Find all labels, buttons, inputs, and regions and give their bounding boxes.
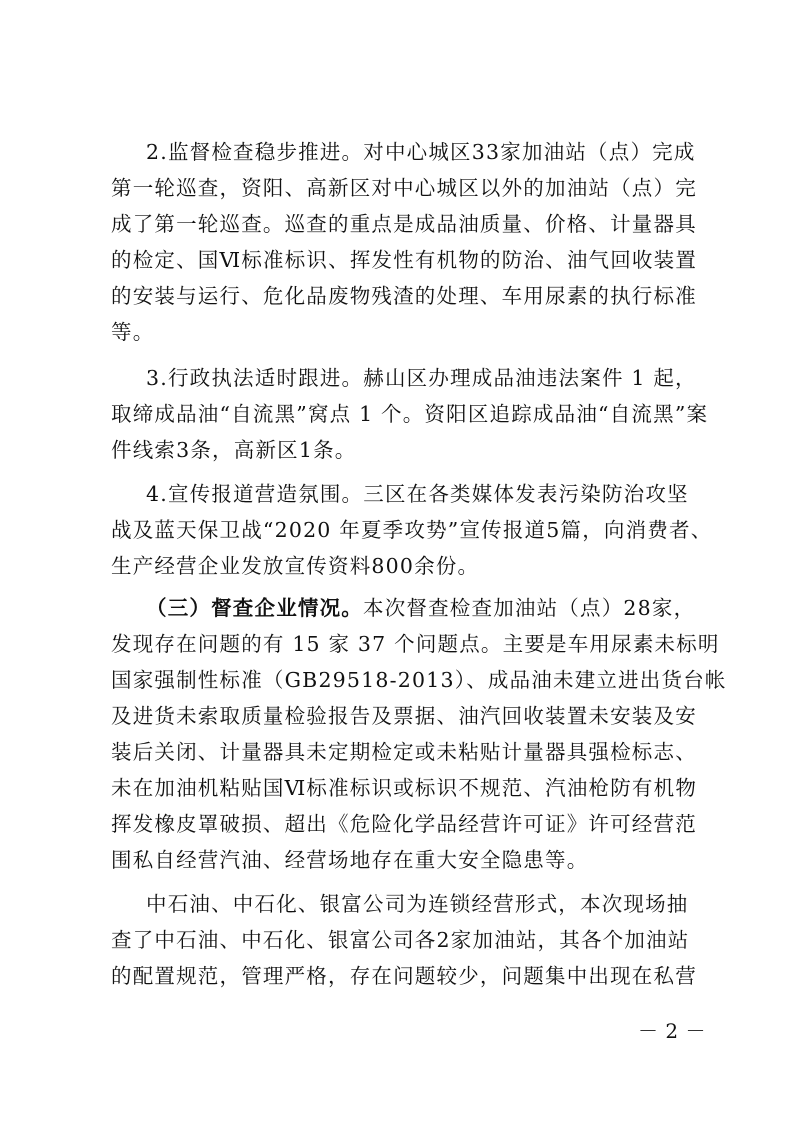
paragraph-4-line-2: 发现存在问题的有 15 家 37 个问题点。主要是车用尿素未标明 xyxy=(111,632,720,656)
paragraph-4-line-7: 挥发橡皮罩破损、超出《危险化学品经营许可证》许可经营范 xyxy=(111,812,697,836)
paragraph-4-line-8: 围私自经营汽油、经营场地存在重大安全隐患等。 xyxy=(111,848,589,872)
paragraph-4-line-3: 国家强制性标准（GB29518-2013）、成品油未建立进出货台帐 xyxy=(111,668,727,692)
paragraph-1-line-6: 等。 xyxy=(111,320,155,344)
paragraph-1-line-1: 2.监督检查稳步推进。对中心城区33家加油站（点）完成 xyxy=(146,140,696,164)
paragraph-1-line-2: 第一轮巡查，资阳、高新区对中心城区以外的加油站（点）完 xyxy=(111,176,697,200)
paragraph-4-line-6: 未在加油机粘贴国Ⅵ标准标识或标识不规范、汽油枪防有机物 xyxy=(111,776,698,800)
paragraph-3-line-3: 生产经营企业发放宣传资料800余份。 xyxy=(111,554,480,578)
paragraph-1-line-3: 成了第一轮巡查。巡查的重点是成品油质量、价格、计量器具 xyxy=(111,212,697,236)
section-heading: （三）督查企业情况。 xyxy=(146,596,363,620)
paragraph-5-line-2: 查了中石油、中石化、银富公司各2家加油站，其各个加油站 xyxy=(111,928,690,952)
paragraph-2-line-1: 3.行政执法适时跟进。赫山区办理成品油违法案件 1 起， xyxy=(146,366,697,390)
paragraph-4-line-1-text: 本次督查检查加油站（点）28家， xyxy=(363,596,696,620)
paragraph-3-line-2: 战及蓝天保卫战“2020 年夏季攻势”宣传报道5篇，向消费者、 xyxy=(111,518,713,542)
paragraph-1-line-5: 的安装与运行、危化品废物残渣的处理、车用尿素的执行标准 xyxy=(111,284,697,308)
page-number: － 2 － xyxy=(638,1019,706,1043)
paragraph-4-line-1 xyxy=(146,592,711,624)
paragraph-2-line-3: 件线索3条，高新区1条。 xyxy=(111,438,357,462)
paragraph-4-line-4: 及进货未索取质量检验报告及票据、油汽回收装置未安装及安 xyxy=(111,704,697,728)
paragraph-3-line-1: 4.宣传报道营造氛围。三区在各类媒体发表污染防治攻坚 xyxy=(146,482,689,506)
paragraph-2-line-2: 取缔成品油“自流黑”窝点 1 个。资阳区追踪成品油“自流黑”案 xyxy=(111,402,709,426)
paragraph-5-line-3: 的配置规范，管理严格，存在问题较少，问题集中出现在私营 xyxy=(111,964,697,988)
paragraph-4-line-5: 装后关闭、计量器具未定期检定或未粘贴计量器具强检标志、 xyxy=(111,740,697,764)
paragraph-5-line-1: 中石油、中石化、银富公司为连锁经营形式，本次现场抽 xyxy=(146,892,689,916)
paragraph-1-line-4: 的检定、国Ⅵ标准标识、挥发性有机物的防治、油气回收装置 xyxy=(111,248,698,272)
